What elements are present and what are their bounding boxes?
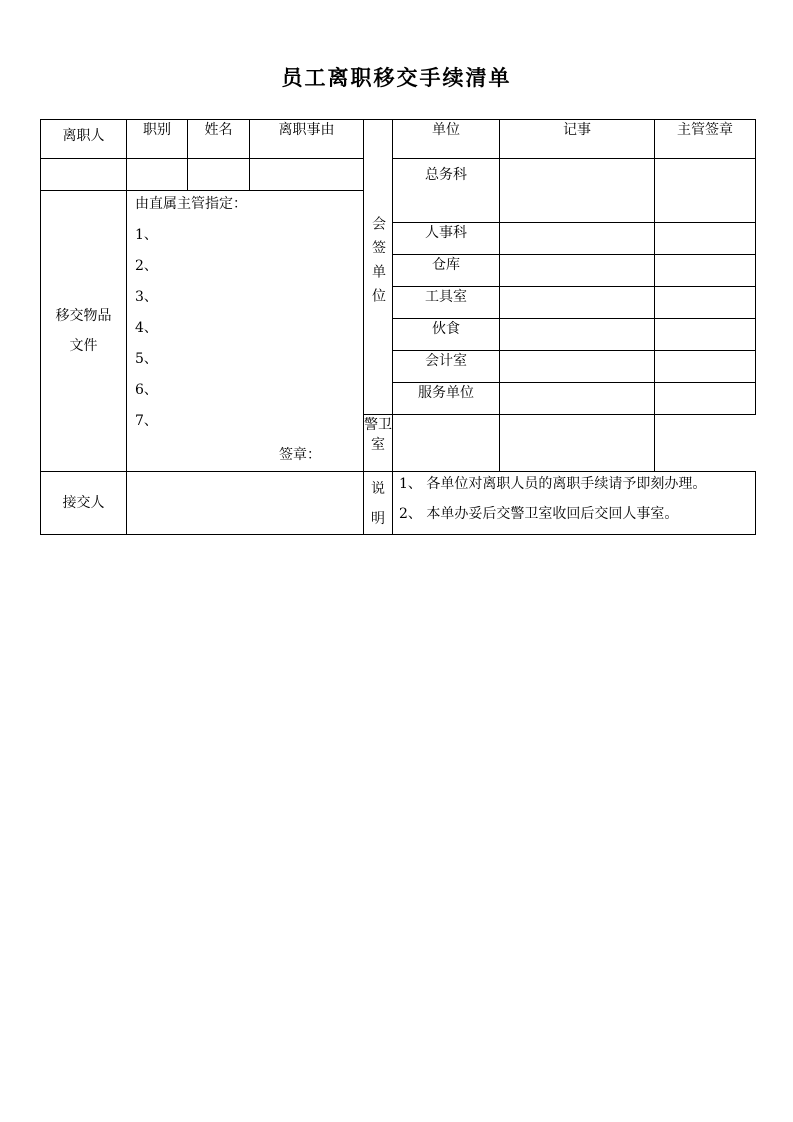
unit-accounting: 会计室	[393, 351, 500, 383]
seal-accounting[interactable]	[655, 351, 756, 383]
seal-warehouse[interactable]	[655, 255, 756, 287]
seal-general-affairs[interactable]	[655, 159, 756, 223]
unit-service: 服务单位	[393, 383, 500, 415]
instruction-line-2: 2、 本单办妥后交警卫室收回后交回人事室。	[399, 506, 679, 522]
instruction-line-1: 1、 各单位对离职人员的离职手续请予即刻办理。	[399, 476, 707, 492]
receiver-label: 接交人	[41, 472, 127, 535]
header-resigner: 离职人	[41, 120, 127, 159]
seal-personnel[interactable]	[655, 223, 756, 255]
header-name: 姓名	[188, 120, 250, 159]
unit-personnel: 人事科	[393, 223, 500, 255]
handover-items-cell[interactable]	[127, 191, 364, 472]
resigner-input[interactable]	[41, 159, 127, 191]
handover-label-line2: 文件	[69, 338, 98, 354]
unit-security: 警卫室	[364, 415, 393, 472]
seal-catering[interactable]	[655, 319, 756, 351]
handover-item-6: 6、	[135, 382, 158, 398]
instructions-label: 说明	[371, 481, 385, 527]
notes-personnel[interactable]	[500, 223, 655, 255]
unit-tool-room: 工具室	[393, 287, 500, 319]
handover-item-7: 7、	[135, 413, 158, 429]
instructions-cell	[393, 472, 756, 535]
seal-tool-room[interactable]	[655, 287, 756, 319]
seal-service[interactable]	[655, 383, 756, 415]
unit-warehouse: 仓库	[393, 255, 500, 287]
countersign-label-cell	[364, 120, 393, 415]
header-supervisor-seal: 主管签章	[655, 120, 756, 159]
reason-input[interactable]	[250, 159, 364, 191]
handover-label-line1: 移交物品	[55, 308, 112, 324]
name-input[interactable]	[188, 159, 250, 191]
notes-general-affairs[interactable]	[500, 159, 655, 223]
unit-catering: 伙食	[393, 319, 500, 351]
notes-service[interactable]	[500, 383, 655, 415]
receiver-input[interactable]	[127, 472, 364, 535]
header-unit: 单位	[393, 120, 500, 159]
instructions-label-cell	[364, 472, 393, 535]
handover-item-1: 1、	[135, 227, 158, 243]
handover-label-cell	[41, 191, 127, 472]
handover-item-3: 3、	[135, 289, 158, 305]
notes-accounting[interactable]	[500, 351, 655, 383]
countersign-label: 会签单位	[370, 216, 386, 312]
notes-warehouse[interactable]	[500, 255, 655, 287]
handover-item-2: 2、	[135, 258, 158, 274]
handover-signature-label: 签章：	[279, 447, 321, 463]
unit-general-affairs: 总务科	[393, 159, 500, 223]
header-position: 职别	[127, 120, 188, 159]
header-reason: 离职事由	[250, 120, 364, 159]
resignation-handover-form	[40, 119, 756, 535]
form-title: 员工离职移交手续清单	[281, 65, 512, 90]
handover-item-5: 5、	[135, 351, 158, 367]
seal-security[interactable]	[500, 415, 655, 472]
position-input[interactable]	[127, 159, 188, 191]
notes-tool-room[interactable]	[500, 287, 655, 319]
handover-item-4: 4、	[135, 320, 158, 336]
designated-by-text: 由直属主管指定：	[135, 196, 247, 212]
notes-security[interactable]	[393, 415, 500, 472]
notes-catering[interactable]	[500, 319, 655, 351]
header-notes: 记事	[500, 120, 655, 159]
